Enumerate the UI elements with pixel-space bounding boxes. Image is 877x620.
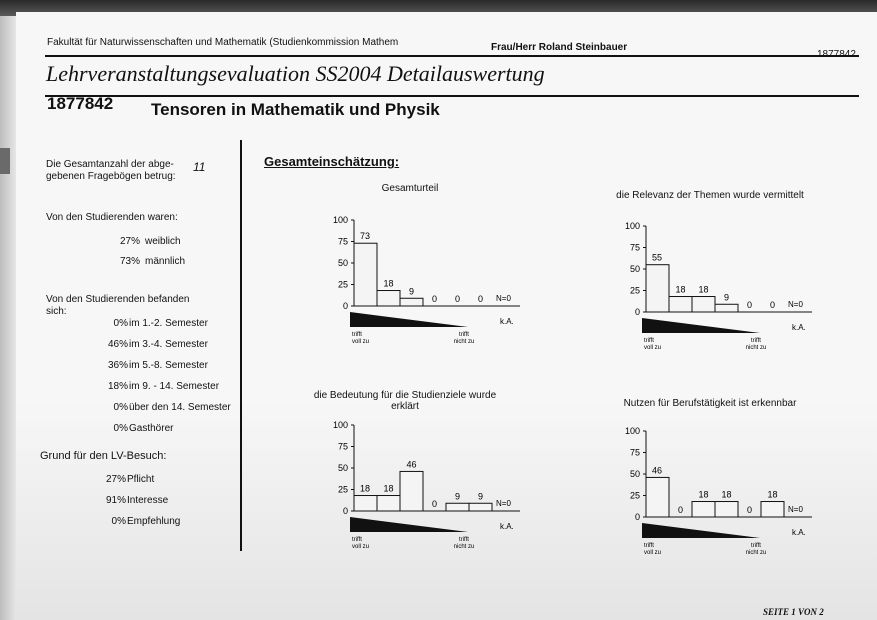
scale-wedge xyxy=(642,523,760,538)
semester-pct: 0% xyxy=(113,318,128,329)
header-rule-top xyxy=(45,55,859,57)
y-tick-label: 100 xyxy=(332,420,348,430)
y-tick-label: 50 xyxy=(337,463,348,473)
left-scale-label: trifft xyxy=(352,332,362,338)
right-scale-label: trifft xyxy=(459,537,469,543)
right-scale-label: nicht zu xyxy=(745,550,767,556)
bar-value-label: 0 xyxy=(746,300,753,310)
y-tick-label: 75 xyxy=(629,242,640,253)
page-title: Lehrveranstaltungsevaluation SS2004 Detailauswertung xyxy=(46,61,545,86)
ka-value-label: 0 xyxy=(477,294,484,304)
semester-label-item: im 5.-8. Semester xyxy=(129,360,208,371)
reason-pct: 0% xyxy=(111,516,126,527)
gender-pct-female: 27% xyxy=(119,236,140,247)
bar-value-label: 9 xyxy=(454,491,461,502)
left-scale-label: trifft xyxy=(352,537,362,543)
bar-value-label: 46 xyxy=(652,465,663,476)
chart-title: Nutzen für Berufstätigkeit ist erkennbar xyxy=(623,398,797,409)
bar-value-label: 0 xyxy=(454,294,461,304)
y-tick-label: 100 xyxy=(624,426,640,436)
semester-label-item: über den 14. Semester xyxy=(129,402,231,413)
gender-pct-male: 73% xyxy=(119,256,140,267)
chart-gesamturteil xyxy=(320,210,520,350)
chart-relevanz xyxy=(612,216,812,356)
semester-label-item: im 1.-2. Semester xyxy=(129,318,208,329)
scale-wedge xyxy=(350,312,468,327)
chart-title: die Bedeutung für die Studienziele wurde erklärt xyxy=(313,390,497,412)
bar xyxy=(400,471,423,511)
bar-value-label: 18 xyxy=(360,483,371,494)
bar-value-label: 0 xyxy=(431,499,438,509)
reason-pct: 27% xyxy=(105,474,126,485)
scale-wedge xyxy=(350,517,468,532)
bar-value-label: 0 xyxy=(746,505,753,515)
reason-label: Grund für den LV-Besuch: xyxy=(40,450,167,462)
bar xyxy=(400,298,423,306)
semester-pct: 18% xyxy=(107,381,128,392)
y-tick-label: 50 xyxy=(629,469,640,479)
scan-edge-mark xyxy=(0,148,10,174)
bar-value-label: 0 xyxy=(431,294,438,304)
semester-pct: 46% xyxy=(107,339,128,350)
bar-value-label: 18 xyxy=(675,284,686,295)
y-tick-label: 0 xyxy=(634,512,640,522)
y-tick-label: 75 xyxy=(629,447,640,458)
lecturer-name: Frau/Herr Roland Steinbauer xyxy=(491,42,628,53)
y-tick-label: 100 xyxy=(332,215,348,225)
semester-pct: 36% xyxy=(107,360,128,371)
y-tick-label: 50 xyxy=(629,264,640,274)
left-scale-label: voll zu xyxy=(644,345,662,351)
right-scale-label: nicht zu xyxy=(453,544,475,550)
y-tick-label: 100 xyxy=(624,221,640,231)
bar xyxy=(669,297,692,312)
right-scale-label: trifft xyxy=(751,338,761,344)
bar-value-label: 9 xyxy=(723,292,730,303)
faculty-label: Fakultät für Naturwissenschaften und Mathematik (Studienkommission Mathem xyxy=(47,37,399,48)
bar xyxy=(692,502,715,517)
n-label: N=0 xyxy=(496,499,511,508)
bar xyxy=(715,502,738,517)
column-divider xyxy=(240,140,242,551)
left-scale-label: trifft xyxy=(644,338,654,344)
y-tick-label: 25 xyxy=(629,490,640,501)
chart-title: die Relevanz der Themen wurde vermittelt xyxy=(616,190,804,201)
reason-label-item: Pflicht xyxy=(127,474,155,485)
bar-value-label: 73 xyxy=(360,231,371,242)
semester-label-item: Gasthörer xyxy=(129,423,174,434)
ka-label: k.A. xyxy=(500,317,514,326)
left-scale-label: voll zu xyxy=(352,544,370,550)
bar xyxy=(646,265,669,312)
section-title: Gesamteinschätzung: xyxy=(264,154,400,169)
bar xyxy=(646,477,669,517)
page-footer: SEITE 1 VON 2 xyxy=(763,607,824,617)
reason-label-item: Empfehlung xyxy=(127,516,181,527)
ka-value-label: 9 xyxy=(477,491,484,502)
bar xyxy=(715,304,738,312)
bar-value-label: 0 xyxy=(677,505,684,515)
chart-title: Gesamturteil xyxy=(381,183,439,194)
ka-value-label: 18 xyxy=(767,489,778,500)
questionnaires-label: Die Gesamtanzahl der abge- gebenen Fragebögen betrug: xyxy=(46,159,176,182)
bar-value-label: 55 xyxy=(652,252,663,263)
n-label: N=0 xyxy=(496,294,511,303)
y-tick-label: 25 xyxy=(337,279,348,290)
bar-value-label: 18 xyxy=(383,278,394,289)
left-scale-label: voll zu xyxy=(644,550,662,556)
left-scale-label: voll zu xyxy=(352,339,370,345)
y-tick-label: 0 xyxy=(634,307,640,317)
y-tick-label: 50 xyxy=(337,258,348,268)
ka-label: k.A. xyxy=(500,522,514,531)
bar xyxy=(446,503,469,511)
reason-label-item: Interesse xyxy=(127,495,169,506)
right-scale-label: trifft xyxy=(459,332,469,338)
n-label: N=0 xyxy=(788,505,803,514)
y-tick-label: 75 xyxy=(337,441,348,452)
questionnaires-value: 11 xyxy=(193,160,206,174)
bar xyxy=(354,496,377,511)
ka-bar xyxy=(469,503,492,511)
course-name: Tensoren in Mathematik und Physik xyxy=(151,100,440,119)
bar-value-label: 46 xyxy=(406,459,417,470)
bar xyxy=(692,297,715,312)
semester-pct: 0% xyxy=(113,423,128,434)
bar-value-label: 9 xyxy=(408,286,415,297)
semester-label-item: im 9. - 14. Semester xyxy=(129,381,220,392)
y-tick-label: 75 xyxy=(337,236,348,247)
ka-label: k.A. xyxy=(792,323,806,332)
y-tick-label: 0 xyxy=(342,301,348,311)
bar-value-label: 18 xyxy=(698,284,709,295)
right-scale-label: nicht zu xyxy=(453,339,475,345)
left-scale-label: trifft xyxy=(644,543,654,549)
ka-bar xyxy=(761,502,784,517)
gender-label-male: männlich xyxy=(145,256,186,267)
right-scale-label: trifft xyxy=(751,543,761,549)
bar-value-label: 18 xyxy=(721,489,732,500)
ka-value-label: 0 xyxy=(769,300,776,310)
ka-label: k.A. xyxy=(792,528,806,537)
bar xyxy=(377,291,400,306)
y-tick-label: 0 xyxy=(342,506,348,516)
bar-value-label: 18 xyxy=(383,483,394,494)
semester-label: Von den Studierenden befanden sich: xyxy=(46,294,190,317)
header-rule-bottom xyxy=(45,95,859,97)
gender-label: Von den Studierenden waren: xyxy=(46,212,178,223)
bar xyxy=(354,243,377,306)
bar xyxy=(377,496,400,511)
chart-bedeutung xyxy=(320,415,520,555)
right-scale-label: nicht zu xyxy=(745,345,767,351)
scale-wedge xyxy=(642,318,760,333)
bar-value-label: 18 xyxy=(698,489,709,500)
scan-left-edge xyxy=(0,16,16,620)
gender-label-female: weiblich xyxy=(145,236,181,247)
semester-label-item: im 3.-4. Semester xyxy=(129,339,208,350)
chart-nutzen xyxy=(612,421,812,561)
y-tick-label: 25 xyxy=(337,484,348,495)
n-label: N=0 xyxy=(788,300,803,309)
y-tick-label: 25 xyxy=(629,285,640,296)
course-number: 1877842 xyxy=(47,94,114,113)
reason-pct: 91% xyxy=(105,495,126,506)
semester-pct: 0% xyxy=(113,402,128,413)
